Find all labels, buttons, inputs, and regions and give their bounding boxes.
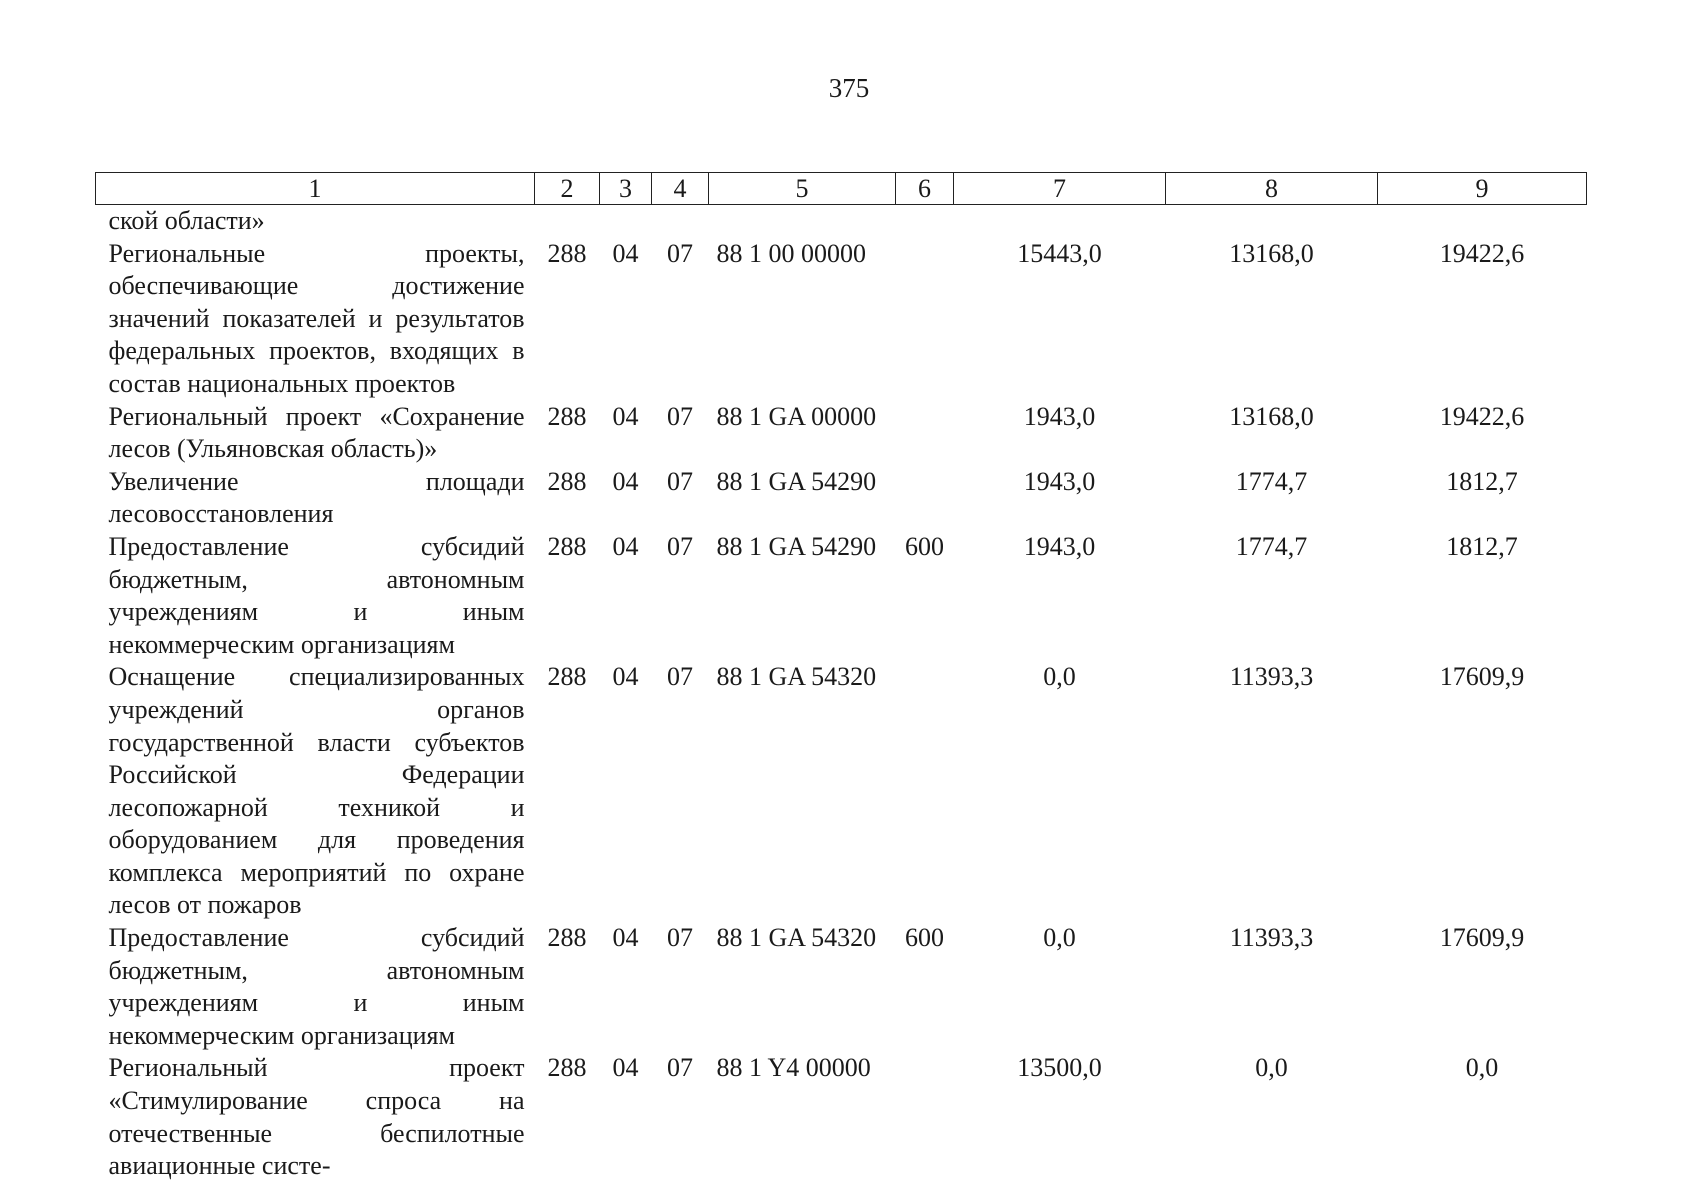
row-name: Предоставление субсидий бюджетным, автономным учреждениям и иным некоммерческим организациям [108, 531, 525, 659]
row-value-2: 11393,3 [1229, 662, 1314, 692]
row-csr: 88 1 00 00000 [716, 238, 866, 268]
table-body [96, 205, 1587, 1183]
header-col-1: 1 [96, 173, 535, 205]
header-col-8: 8 [1166, 173, 1378, 205]
row-vr [896, 205, 954, 238]
header-col-7: 7 [954, 173, 1166, 205]
row-vr: 600 [905, 531, 944, 561]
row-csr: 88 1 Y4 00000 [716, 1053, 871, 1083]
row-value-2 [1166, 205, 1378, 238]
row-name: Региональный проект «Сохранение лесов (Ульяновская область)» [108, 401, 525, 464]
row-name: Оснащение специализированных учреждений органов государственной власти субъектов Российской Федерации лесопожарной техникой и оборудованием для проведения комплекса мероприятий по охране лесов от пожаров [108, 662, 525, 920]
row-csr: 88 1 GA 54290 [716, 531, 877, 561]
row-pr: 07 [667, 401, 693, 431]
row-gr: 288 [547, 1053, 587, 1083]
row-pr: 07 [667, 238, 693, 268]
row-vr [896, 401, 954, 466]
row-value-2: 1774,7 [1235, 466, 1308, 496]
row-value-1: 0,0 [1043, 923, 1076, 953]
page-number: 375 [828, 73, 870, 103]
row-value-2: 13168,0 [1229, 238, 1314, 268]
row-value-3: 0,0 [1465, 1053, 1499, 1083]
row-value-3 [1378, 205, 1587, 238]
row-csr: 88 1 GA 00000 [716, 401, 877, 431]
table-row [96, 531, 1587, 661]
row-rz: 04 [612, 1053, 639, 1083]
row-value-3: 17609,9 [1439, 923, 1525, 953]
row-name: Региональные проекты, обеспечивающие достижение значений показателей и результатов федеральных проектов, входящих в состав национальных проектов [108, 238, 525, 398]
header-col-6: 6 [896, 173, 954, 205]
row-gr: 288 [547, 466, 587, 496]
row-vr [896, 238, 954, 401]
row-rz: 04 [612, 401, 639, 431]
table-row [96, 661, 1587, 922]
row-rz: 04 [612, 466, 639, 496]
row-value-1: 13500,0 [1017, 1053, 1102, 1083]
row-gr: 288 [547, 238, 587, 268]
row-value-2: 1774,7 [1235, 531, 1308, 561]
row-pr: 07 [667, 1053, 693, 1083]
row-csr: 88 1 GA 54290 [716, 466, 877, 496]
budget-table [95, 172, 1587, 1183]
row-value-3: 1812,7 [1446, 531, 1518, 561]
row-csr: 88 1 GA 54320 [716, 923, 877, 953]
row-name: Увеличение площади лесовосстановления [108, 466, 525, 529]
row-csr [709, 205, 896, 238]
row-rz: 04 [612, 662, 639, 692]
row-name: Предоставление субсидий бюджетным, автономным учреждениям и иным некоммерческим организациям [108, 923, 525, 1050]
row-value-1: 1943,0 [1023, 401, 1096, 431]
row-value-1: 15443,0 [1017, 238, 1102, 268]
row-value-1: 0,0 [1043, 662, 1076, 692]
header-col-2: 2 [535, 173, 600, 205]
table-row [96, 401, 1587, 466]
row-pr: 07 [667, 923, 693, 953]
table-row [96, 205, 1587, 238]
row-csr: 88 1 GA 54320 [716, 662, 877, 692]
row-name: Региональный проект «Стимулирование спроса на отечественные беспилотные авиационные систе- [108, 1053, 525, 1181]
row-value-1: 1943,0 [1023, 466, 1096, 496]
row-pr: 07 [667, 531, 693, 561]
row-pr: 07 [667, 662, 693, 692]
row-gr: 288 [547, 923, 587, 953]
header-col-3: 3 [600, 173, 652, 205]
row-gr: 288 [547, 401, 587, 431]
header-col-9: 9 [1378, 173, 1587, 205]
row-name: ской области» [108, 206, 265, 235]
row-vr [896, 661, 954, 922]
table-row [96, 922, 1587, 1052]
row-pr: 07 [667, 466, 693, 496]
table-header [96, 173, 1587, 205]
header-col-4: 4 [652, 173, 709, 205]
row-rz [600, 205, 652, 238]
row-gr: 288 [547, 662, 587, 692]
table-row [96, 466, 1587, 531]
row-vr [896, 1052, 954, 1182]
row-rz: 04 [612, 238, 639, 268]
row-vr: 600 [905, 923, 944, 953]
table-row [96, 1052, 1587, 1182]
row-gr [535, 205, 600, 238]
row-value-3: 19422,6 [1439, 401, 1525, 431]
row-value-1: 1943,0 [1023, 531, 1096, 561]
row-pr [652, 205, 709, 238]
row-value-3: 19422,6 [1439, 238, 1525, 268]
row-value-3: 17609,9 [1439, 662, 1525, 692]
row-rz: 04 [612, 531, 639, 561]
row-value-2: 11393,3 [1229, 923, 1314, 953]
row-rz: 04 [612, 923, 639, 953]
header-row [96, 173, 1587, 205]
row-value-2: 0,0 [1255, 1053, 1288, 1083]
row-gr: 288 [547, 531, 587, 561]
header-col-5: 5 [709, 173, 896, 205]
row-value-1 [954, 205, 1166, 238]
row-value-3: 1812,7 [1446, 466, 1518, 496]
table-row [96, 238, 1587, 401]
row-vr [896, 466, 954, 531]
row-value-2: 13168,0 [1229, 401, 1314, 431]
